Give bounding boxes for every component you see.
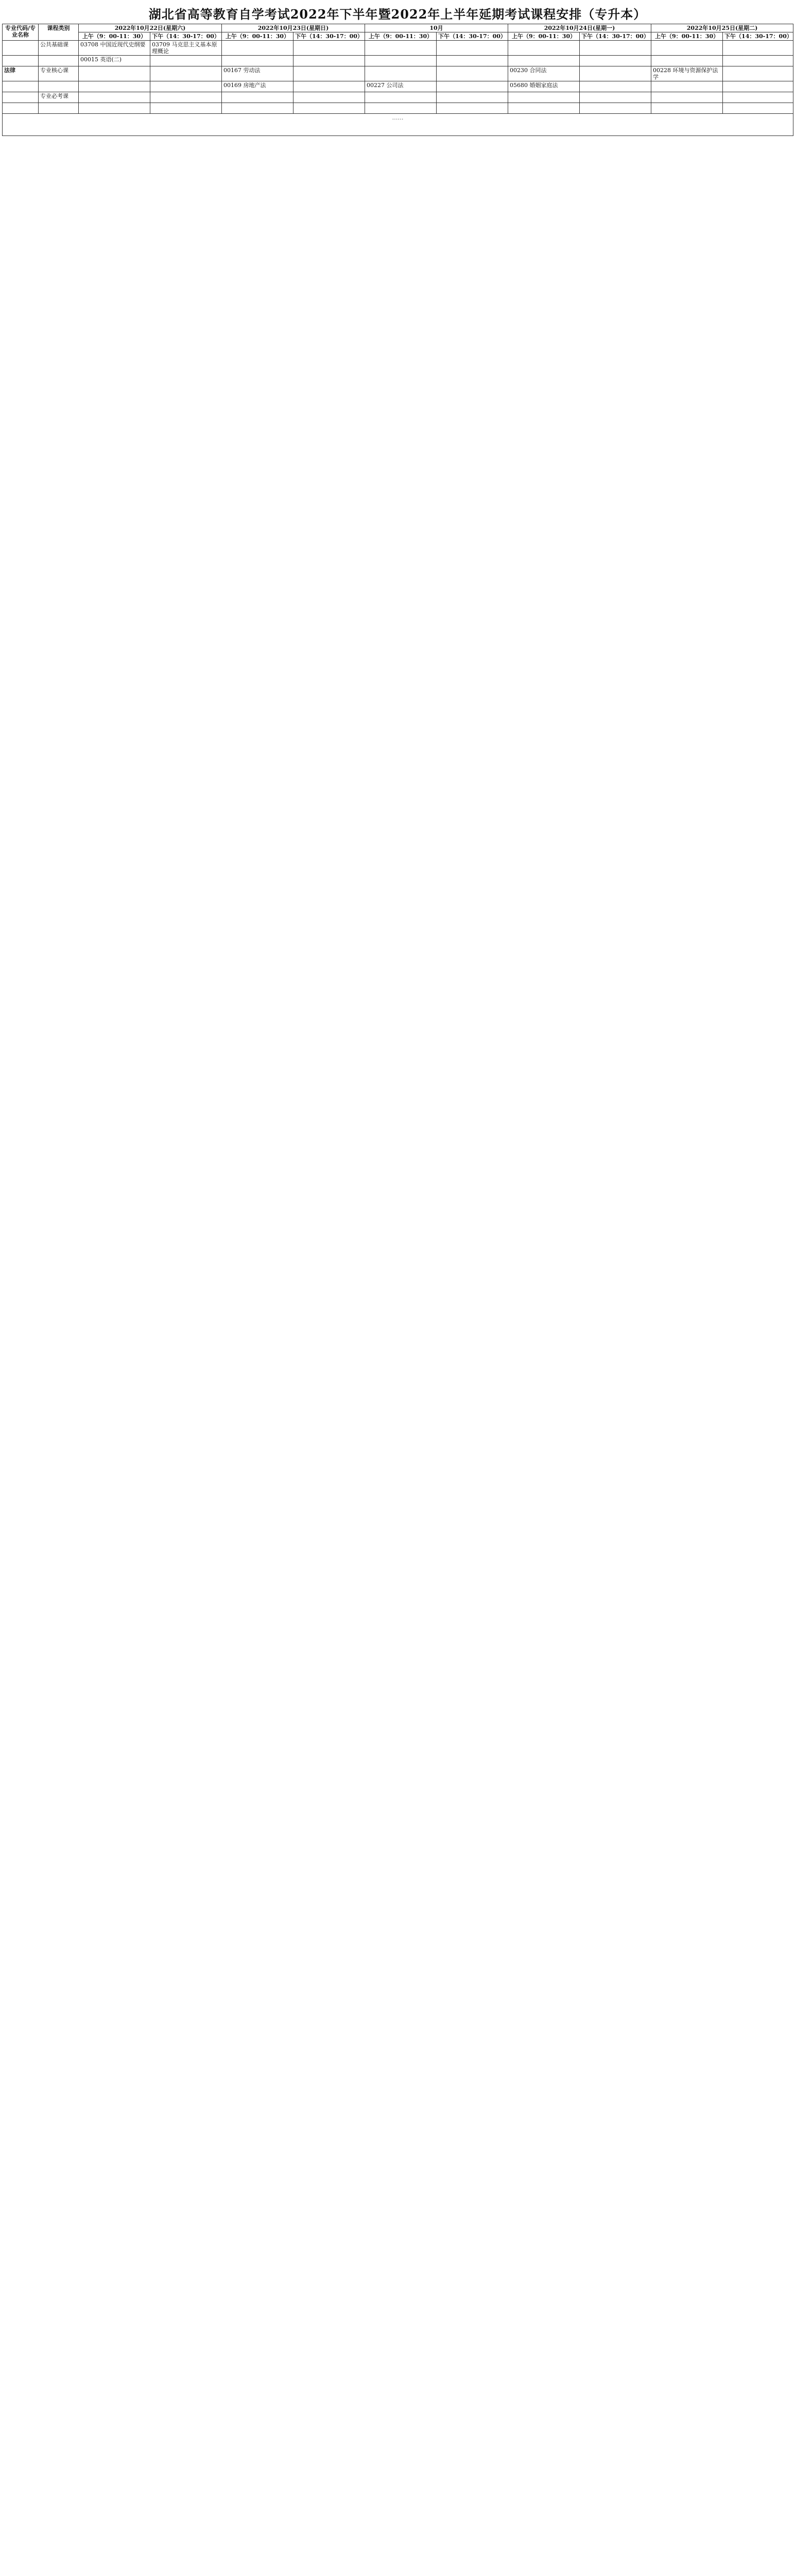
category-cell: [39, 56, 79, 66]
course-cell: [79, 66, 150, 81]
course-cell: [79, 92, 150, 103]
table-row: [3, 66, 793, 81]
slot-header: 上午（9：00-11：30）: [365, 32, 437, 41]
course-cell: [508, 92, 580, 103]
slot-header: 上午（9：00-11：30）: [79, 32, 150, 41]
course-cell: [437, 92, 508, 103]
category-cell: [39, 81, 79, 92]
table-row: [3, 56, 793, 66]
course-cell: [651, 81, 723, 92]
course-cell: [150, 92, 222, 103]
course-cell: [580, 103, 651, 114]
course-cell: 03709 马克思主义基本原理概论: [150, 41, 222, 56]
header-day-3: 2022年10月24日(星期一): [508, 24, 651, 32]
course-cell: [580, 66, 651, 81]
course-cell: [437, 56, 508, 66]
course-cell: [437, 103, 508, 114]
course-cell: [293, 66, 365, 81]
table-row: [3, 114, 793, 136]
course-cell: [580, 81, 651, 92]
course-cell: 00227 公司法: [365, 81, 437, 92]
course-cell: 05680 婚姻家庭法: [508, 81, 580, 92]
course-cell: [150, 103, 222, 114]
course-cell: [222, 103, 293, 114]
table-row: [3, 103, 793, 114]
course-cell: [365, 92, 437, 103]
course-cell: [651, 56, 723, 66]
category-cell: 专业必考课: [39, 92, 79, 103]
course-cell: [508, 56, 580, 66]
slot-header: 下午（14：30-17：00）: [437, 32, 508, 41]
slot-header: 下午（14：30-17：00）: [150, 32, 222, 41]
table-row: [3, 81, 793, 92]
course-cell: [222, 56, 293, 66]
course-cell: [150, 81, 222, 92]
header-day-mid: 10月: [365, 24, 508, 32]
course-cell: [580, 41, 651, 56]
course-cell: [580, 92, 651, 103]
header-day-2: 2022年10月23日(星期日): [222, 24, 365, 32]
slot-header: 下午（14：30-17：00）: [723, 32, 793, 41]
course-cell: [651, 103, 723, 114]
ellipsis-cell: ……: [3, 114, 793, 136]
course-cell: [150, 66, 222, 81]
major-cell: [3, 92, 39, 103]
course-cell: [365, 56, 437, 66]
course-cell: [365, 66, 437, 81]
header-day-4: 2022年10月25日(星期二): [651, 24, 793, 32]
header-row-days: [3, 24, 793, 32]
slot-header: 下午（14：30-17：00）: [580, 32, 651, 41]
category-cell: [39, 103, 79, 114]
header-day-1: 2022年10月22日(星期六): [79, 24, 222, 32]
course-cell: [293, 56, 365, 66]
category-cell: 公共基础课: [39, 41, 79, 56]
major-cell: 法律: [3, 66, 39, 81]
course-cell: [293, 41, 365, 56]
course-cell: 00167 劳动法: [222, 66, 293, 81]
course-cell: [723, 103, 793, 114]
course-cell: [580, 56, 651, 66]
schedule-table: [2, 24, 793, 136]
course-cell: [437, 41, 508, 56]
course-cell: [651, 92, 723, 103]
course-cell: [723, 92, 793, 103]
course-cell: [222, 92, 293, 103]
course-cell: [437, 81, 508, 92]
slot-header: 上午（9：00-11：30）: [508, 32, 580, 41]
header-category: 课程类别: [39, 24, 79, 41]
slot-header: 上午（9：00-11：30）: [651, 32, 723, 41]
course-cell: 00228 环境与资源保护法学: [651, 66, 723, 81]
course-cell: [293, 103, 365, 114]
course-cell: [365, 41, 437, 56]
course-cell: [723, 41, 793, 56]
course-cell: [222, 41, 293, 56]
course-cell: [651, 41, 723, 56]
course-cell: 00230 合同法: [508, 66, 580, 81]
slot-header: 上午（9：00-11：30）: [222, 32, 293, 41]
course-cell: [79, 81, 150, 92]
major-cell: [3, 103, 39, 114]
course-cell: [723, 66, 793, 81]
course-cell: 03708 中国近现代史纲要: [79, 41, 150, 56]
course-cell: 00015 英语(二): [79, 56, 150, 66]
course-cell: [723, 56, 793, 66]
major-cell: [3, 41, 39, 56]
table-row: [3, 92, 793, 103]
slot-header: 下午（14：30-17：00）: [293, 32, 365, 41]
schedule-body: [3, 41, 793, 136]
table-row: [3, 41, 793, 56]
category-cell: 专业核心课: [39, 66, 79, 81]
course-cell: [723, 81, 793, 92]
course-cell: [437, 66, 508, 81]
major-cell: [3, 56, 39, 66]
page-title: 湖北省高等教育自学考试2022年下半年暨2022年上半年延期考试课程安排（专升本）: [148, 7, 647, 22]
course-cell: [365, 103, 437, 114]
course-cell: 00169 房地产法: [222, 81, 293, 92]
header-major: 专业代码/专业名称: [3, 24, 39, 41]
course-cell: [79, 103, 150, 114]
course-cell: [508, 41, 580, 56]
header-row-slots: [3, 32, 793, 41]
course-cell: [150, 56, 222, 66]
major-cell: [3, 81, 39, 92]
course-cell: [293, 81, 365, 92]
course-cell: [508, 103, 580, 114]
course-cell: [293, 92, 365, 103]
